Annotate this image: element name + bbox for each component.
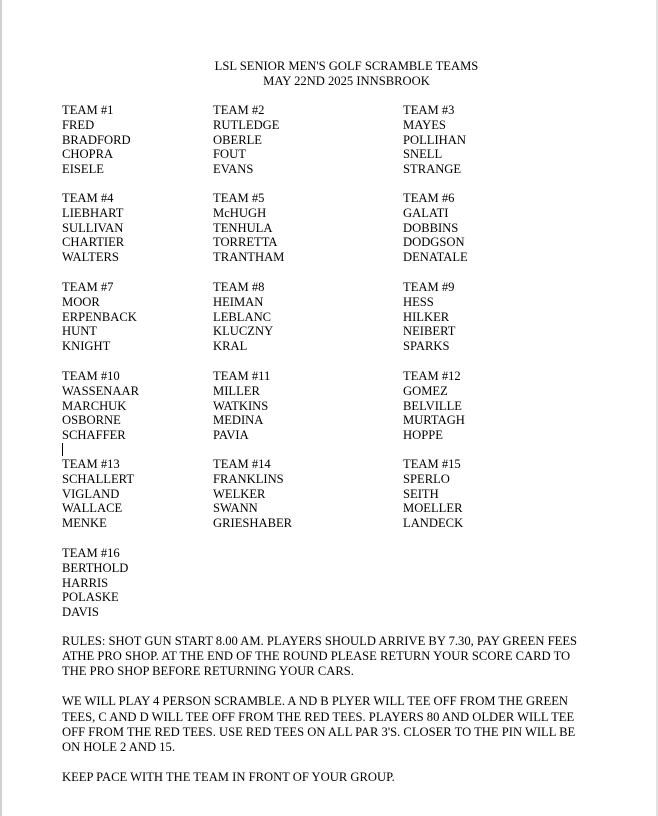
- team-name: TEAM #15: [403, 457, 461, 471]
- team-player: BERTHOLD: [62, 560, 129, 575]
- text-cursor: [62, 443, 63, 456]
- team-player: MAYES: [403, 117, 446, 132]
- team-player: LIEBHART: [62, 205, 124, 220]
- team-name: TEAM #12: [403, 369, 461, 383]
- team-player: PAVIA: [213, 428, 249, 443]
- team-block-8: [213, 280, 273, 354]
- team-player: MENKE: [62, 516, 107, 531]
- team-player: BRADFORD: [62, 132, 131, 147]
- team-name: TEAM #10: [62, 369, 120, 383]
- team-player: HOPPE: [403, 428, 443, 443]
- team-player: VIGLAND: [62, 486, 120, 501]
- team-player: STRANGE: [403, 162, 462, 177]
- team-player: SNELL: [403, 147, 443, 162]
- team-player: KLUCZNY: [213, 324, 274, 339]
- team-block-10: [62, 369, 139, 443]
- team-block-3: [403, 103, 466, 177]
- team-player: GALATI: [403, 205, 449, 220]
- team-name: TEAM #4: [62, 191, 114, 205]
- team-player: ERPENBACK: [62, 309, 137, 324]
- team-player: MILLER: [213, 383, 260, 398]
- title-line-2: MAY 22ND 2025 INNSBROOK: [263, 73, 430, 88]
- team-name: TEAM #16: [62, 546, 120, 560]
- team-name: TEAM #5: [213, 191, 265, 205]
- team-player: GOMEZ: [403, 383, 448, 398]
- team-player: EVANS: [213, 162, 254, 177]
- team-player: OSBORNE: [62, 413, 121, 428]
- team-name: TEAM #1: [62, 103, 114, 117]
- team-player: BELVILLE: [403, 398, 462, 413]
- team-name: TEAM #11: [213, 369, 271, 383]
- team-player: HARRIS: [62, 575, 109, 590]
- team-player: KRAL: [213, 339, 248, 354]
- team-player: DOBBINS: [403, 220, 459, 235]
- team-player: SPARKS: [403, 339, 450, 354]
- team-block-9: [403, 280, 455, 354]
- team-player: SPERLO: [403, 471, 450, 486]
- team-player: DODGSON: [403, 235, 465, 250]
- team-player: MOELLER: [403, 501, 463, 516]
- team-name: TEAM #13: [62, 457, 120, 471]
- title-line-1: LSL SENIOR MEN'S GOLF SCRAMBLE TEAMS: [214, 59, 479, 73]
- team-name: TEAM #3: [403, 103, 455, 117]
- team-player: POLASKE: [62, 590, 119, 605]
- team-player: SCHAFFER: [62, 428, 126, 443]
- team-player: CHARTIER: [62, 235, 125, 250]
- team-player: WASSENAAR: [62, 383, 139, 398]
- team-player: SWANN: [213, 501, 258, 516]
- team-player: WALLACE: [62, 501, 123, 516]
- rules-paragraph-pace: KEEP PACE WITH THE TEAM IN FRONT OF YOUR GROUP.: [62, 770, 395, 785]
- team-name: TEAM #6: [403, 191, 455, 205]
- rules-paragraph-format: WE WILL PLAY 4 PERSON SCRAMBLE. A ND B PLYER WILL TEE OFF FROM THE GREEN TEES, C AND D WILL TEE OFF FROM THE RED TEES. PLAYERS 80 AND OLDER WILL TEE OFF FROM THE RED TEES. USE RED TEES ON ALL PAR 3'S. CLOSER TO THE PIN WILL BE ON HOLE 2 AND 15.: [62, 694, 576, 755]
- team-player: MARCHUK: [62, 398, 127, 413]
- team-block-15: [403, 457, 463, 531]
- document-title: [190, 59, 503, 89]
- team-player: MEDINA: [213, 413, 264, 428]
- team-player: SCHALLERT: [62, 471, 135, 486]
- team-player: LEBLANC: [213, 309, 272, 324]
- team-player: LANDECK: [403, 516, 464, 531]
- team-player: SULLIVAN: [62, 220, 124, 235]
- team-block-12: [403, 369, 465, 443]
- team-block-2: [213, 103, 279, 177]
- team-name: TEAM #14: [213, 457, 271, 471]
- team-player: FOUT: [213, 147, 246, 162]
- team-player: CHOPRA: [62, 147, 114, 162]
- team-name: TEAM #8: [213, 280, 265, 294]
- team-block-16: [62, 546, 128, 620]
- team-player: HESS: [403, 294, 434, 309]
- rules-section: [62, 634, 592, 800]
- rules-paragraph-start: RULES: SHOT GUN START 8.00 AM. PLAYERS SHOULD ARRIVE BY 7.30, PAY GREEN FEES ATHE PRO SHOP. AT THE END OF THE ROUND PLEASE RETURN YOUR SCORE CARD TO THE PRO SHOP BEFORE RETURNING YOUR CARS.: [62, 634, 578, 679]
- team-block-13: [62, 457, 134, 531]
- team-player: MOOR: [62, 294, 100, 309]
- team-player: HEIMAN: [213, 294, 264, 309]
- team-player: HILKER: [403, 309, 450, 324]
- team-player: TORRETTA: [213, 235, 278, 250]
- team-player: WELKER: [213, 486, 266, 501]
- team-block-6: [403, 191, 468, 265]
- team-name: TEAM #7: [62, 280, 114, 294]
- team-player: POLLIHAN: [403, 132, 466, 147]
- team-name: TEAM #2: [213, 103, 265, 117]
- team-player: TENHULA: [213, 220, 273, 235]
- team-block-11: [213, 369, 270, 443]
- team-player: MURTAGH: [403, 413, 465, 428]
- team-block-1: [62, 103, 131, 177]
- team-player: EISELE: [62, 162, 104, 177]
- team-name: TEAM #9: [403, 280, 455, 294]
- team-player: FRANKLINS: [213, 471, 284, 486]
- team-player: OBERLE: [213, 132, 262, 147]
- team-player: DAVIS: [62, 605, 99, 620]
- team-player: WALTERS: [62, 250, 119, 265]
- team-player: FRED: [62, 117, 95, 132]
- team-player: SEITH: [403, 486, 439, 501]
- team-block-7: [62, 280, 137, 354]
- team-player: GRIESHABER: [213, 516, 293, 531]
- team-player: HUNT: [62, 324, 97, 339]
- team-player: KNIGHT: [62, 339, 111, 354]
- team-block-4: [62, 191, 124, 265]
- team-block-14: [213, 457, 292, 531]
- team-block-5: [213, 191, 284, 265]
- team-player: NEIBERT: [403, 324, 456, 339]
- team-player: McHUGH: [213, 205, 267, 220]
- team-player: TRANTHAM: [213, 250, 285, 265]
- team-player: DENATALE: [403, 250, 468, 265]
- team-player: RUTLEDGE: [213, 117, 280, 132]
- team-player: WATKINS: [213, 398, 269, 413]
